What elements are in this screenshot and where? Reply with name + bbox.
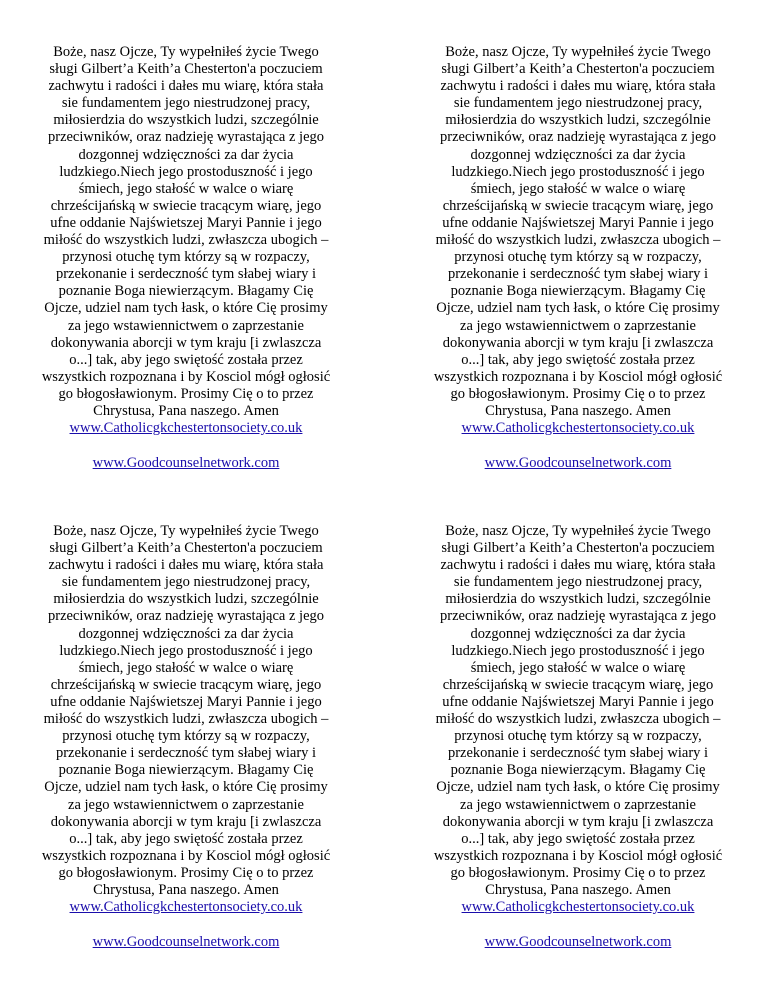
prayer-line: Boże, nasz Ojcze, Ty wypełniłeś życie Twego [445, 523, 711, 539]
prayer-line: za jego wstawiennictwem o zaprzestanie [68, 317, 304, 334]
goodcounsel-network-link[interactable]: www.Goodcounselnetwork.com [484, 455, 672, 472]
prayer-line: Chrystusa, Pana naszego. Amen [93, 402, 279, 419]
prayer-line: przekonanie i serdeczność tym słabej wiary i [55, 745, 317, 762]
prayer-line: wszystkich rozpoznana i by Kosciol mógł ogłosić [41, 368, 331, 385]
prayer-text [10, 523, 362, 899]
prayer-line: dozgonnej wdzięczności za dar życia [470, 625, 686, 642]
prayer-card [10, 523, 362, 951]
prayer-line: zachwytu i radości i dałes mu wiarę, która stała [440, 557, 716, 574]
prayer-line: Ojcze, udziel nam tych łask, o które Cię prosimy [436, 779, 720, 796]
prayer-line: za jego wstawiennictwem o zaprzestanie [460, 796, 696, 813]
prayer-line: przeciwników, oraz nadzieję wyrastająca z jego [47, 129, 325, 146]
prayer-line: ufne oddanie Najświetszej Maryi Pannie i jego [442, 214, 714, 231]
prayer-line: przekonanie i serdeczność tym słabej wiary i [55, 266, 317, 283]
prayer-line: dokonywania aborcji w tym kraju [i zwlaszcza [442, 334, 714, 351]
prayer-line: Ojcze, udziel nam tych łask, o które Cię prosimy [44, 300, 328, 317]
prayer-card [402, 523, 754, 951]
prayer-line: o...] tak, aby jego swiętość została przez [69, 351, 303, 368]
prayer-line: Ojcze, udziel nam tych łask, o które Cię prosimy [436, 300, 720, 317]
chesterton-society-link[interactable]: www.Catholicgkchestertonsociety.co.uk [461, 420, 695, 437]
prayer-line: Chrystusa, Pana naszego. Amen [93, 881, 279, 898]
prayer-line: miłość do wszystkich ludzi, zwłaszcza ubogich – [435, 232, 721, 249]
prayer-line: Boże, nasz Ojcze, Ty wypełniłeś życie Twego [445, 44, 711, 60]
prayer-line: chrześcijańską w swiecie tracącym wiarę, jego [50, 197, 322, 214]
prayer-line: go błogosławionym. Prosimy Cię o to przez [450, 864, 706, 881]
prayer-line: dokonywania aborcji w tym kraju [i zwlaszcza [50, 334, 322, 351]
prayer-line: śmiech, jego stałość w walce o wiarę [78, 659, 294, 676]
prayer-line: przynosi otuchę tym którzy są w rozpaczy, [454, 728, 702, 745]
prayer-line: sługi Gilbert’a Keith’a Chesterton'a poczuciem [441, 540, 715, 557]
prayer-line: miłość do wszystkich ludzi, zwłaszcza ubogich – [43, 232, 329, 249]
prayer-line: dokonywania aborcji w tym kraju [i zwlaszcza [50, 813, 322, 830]
prayer-line: wszystkich rozpoznana i by Kosciol mógł ogłosić [433, 847, 723, 864]
chesterton-society-link[interactable]: www.Catholicgkchestertonsociety.co.uk [69, 899, 303, 916]
prayer-line: poznanie Boga niewierzącym. Błagamy Cię [450, 762, 706, 779]
prayer-line: poznanie Boga niewierzącym. Błagamy Cię [58, 762, 314, 779]
prayer-line: Boże, nasz Ojcze, Ty wypełniłeś życie Twego [53, 44, 319, 60]
prayer-line: dozgonnej wdzięczności za dar życia [78, 625, 294, 642]
prayer-line: dokonywania aborcji w tym kraju [i zwlaszcza [442, 813, 714, 830]
prayer-line: śmiech, jego stałość w walce o wiarę [470, 180, 686, 197]
prayer-line: wszystkich rozpoznana i by Kosciol mógł ogłosić [41, 847, 331, 864]
chesterton-society-link[interactable]: www.Catholicgkchestertonsociety.co.uk [461, 899, 695, 916]
prayer-line: go błogosławionym. Prosimy Cię o to przez [58, 864, 314, 881]
prayer-line: ufne oddanie Najświetszej Maryi Pannie i jego [442, 693, 714, 710]
prayer-line: miłosierdzia do wszystkich ludzi, szczególnie [53, 591, 319, 608]
prayer-line: sie fundamentem jego niestrudzonej pracy, [61, 574, 311, 591]
prayer-line: miłosierdzia do wszystkich ludzi, szczególnie [445, 591, 711, 608]
prayer-line: przeciwników, oraz nadzieję wyrastająca z jego [439, 129, 717, 146]
prayer-line: go błogosławionym. Prosimy Cię o to przez [58, 385, 314, 402]
prayer-line: przynosi otuchę tym którzy są w rozpaczy, [454, 249, 702, 266]
prayer-line: dozgonnej wdzięczności za dar życia [78, 146, 294, 163]
prayer-line: ufne oddanie Najświetszej Maryi Pannie i jego [50, 214, 322, 231]
prayer-line: ludzkiego.Niech jego prostoduszność i jego [59, 163, 313, 180]
prayer-line: śmiech, jego stałość w walce o wiarę [78, 180, 294, 197]
prayer-line: przynosi otuchę tym którzy są w rozpaczy, [62, 249, 310, 266]
prayer-line: o...] tak, aby jego swiętość została przez [69, 830, 303, 847]
prayer-line: miłość do wszystkich ludzi, zwłaszcza ubogich – [435, 711, 721, 728]
prayer-line: sługi Gilbert’a Keith’a Chesterton'a poczuciem [49, 61, 323, 78]
prayer-line: ludzkiego.Niech jego prostoduszność i jego [451, 642, 705, 659]
prayer-line: ufne oddanie Najświetszej Maryi Pannie i jego [50, 693, 322, 710]
prayer-line: sługi Gilbert’a Keith’a Chesterton'a poczuciem [441, 61, 715, 78]
prayer-line: Chrystusa, Pana naszego. Amen [485, 402, 671, 419]
prayer-line: chrześcijańską w swiecie tracącym wiarę, jego [442, 676, 714, 693]
prayer-line: Chrystusa, Pana naszego. Amen [485, 881, 671, 898]
prayer-line: miłość do wszystkich ludzi, zwłaszcza ubogich – [43, 711, 329, 728]
prayer-card [402, 44, 754, 472]
goodcounsel-network-link[interactable]: www.Goodcounselnetwork.com [92, 455, 280, 472]
prayer-text [402, 44, 754, 420]
prayer-text [402, 523, 754, 899]
goodcounsel-network-link[interactable]: www.Goodcounselnetwork.com [92, 934, 280, 951]
prayer-line: ludzkiego.Niech jego prostoduszność i jego [59, 642, 313, 659]
prayer-line: chrześcijańską w swiecie tracącym wiarę, jego [50, 676, 322, 693]
prayer-line: przeciwników, oraz nadzieję wyrastająca z jego [47, 608, 325, 625]
prayer-line: za jego wstawiennictwem o zaprzestanie [68, 796, 304, 813]
prayer-line: wszystkich rozpoznana i by Kosciol mógł ogłosić [433, 368, 723, 385]
prayer-line: sie fundamentem jego niestrudzonej pracy, [453, 574, 703, 591]
goodcounsel-network-link[interactable]: www.Goodcounselnetwork.com [484, 934, 672, 951]
prayer-line: zachwytu i radości i dałes mu wiarę, która stała [48, 557, 324, 574]
prayer-line: za jego wstawiennictwem o zaprzestanie [460, 317, 696, 334]
prayer-line: Ojcze, udziel nam tych łask, o które Cię prosimy [44, 779, 328, 796]
prayer-line: zachwytu i radości i dałes mu wiarę, która stała [440, 78, 716, 95]
prayer-text [10, 44, 362, 420]
prayer-line: sie fundamentem jego niestrudzonej pracy, [61, 95, 311, 112]
prayer-line: zachwytu i radości i dałes mu wiarę, która stała [48, 78, 324, 95]
prayer-line: go błogosławionym. Prosimy Cię o to przez [450, 385, 706, 402]
chesterton-society-link[interactable]: www.Catholicgkchestertonsociety.co.uk [69, 420, 303, 437]
prayer-line: dozgonnej wdzięczności za dar życia [470, 146, 686, 163]
prayer-line: miłosierdzia do wszystkich ludzi, szczególnie [445, 112, 711, 129]
prayer-line: przekonanie i serdeczność tym słabej wiary i [447, 266, 709, 283]
prayer-line: przeciwników, oraz nadzieję wyrastająca z jego [439, 608, 717, 625]
prayer-line: chrześcijańską w swiecie tracącym wiarę, jego [442, 197, 714, 214]
prayer-line: przekonanie i serdeczność tym słabej wiary i [447, 745, 709, 762]
prayer-line: sługi Gilbert’a Keith’a Chesterton'a poczuciem [49, 540, 323, 557]
prayer-card [10, 44, 362, 472]
prayer-line: poznanie Boga niewierzącym. Błagamy Cię [450, 283, 706, 300]
prayer-line: o...] tak, aby jego swiętość została przez [461, 830, 695, 847]
prayer-line: przynosi otuchę tym którzy są w rozpaczy, [62, 728, 310, 745]
prayer-line: miłosierdzia do wszystkich ludzi, szczególnie [53, 112, 319, 129]
prayer-line: Boże, nasz Ojcze, Ty wypełniłeś życie Twego [53, 523, 319, 539]
prayer-line: o...] tak, aby jego swiętość została przez [461, 351, 695, 368]
prayer-line: śmiech, jego stałość w walce o wiarę [470, 659, 686, 676]
prayer-line: sie fundamentem jego niestrudzonej pracy, [453, 95, 703, 112]
prayer-line: poznanie Boga niewierzącym. Błagamy Cię [58, 283, 314, 300]
prayer-line: ludzkiego.Niech jego prostoduszność i jego [451, 163, 705, 180]
